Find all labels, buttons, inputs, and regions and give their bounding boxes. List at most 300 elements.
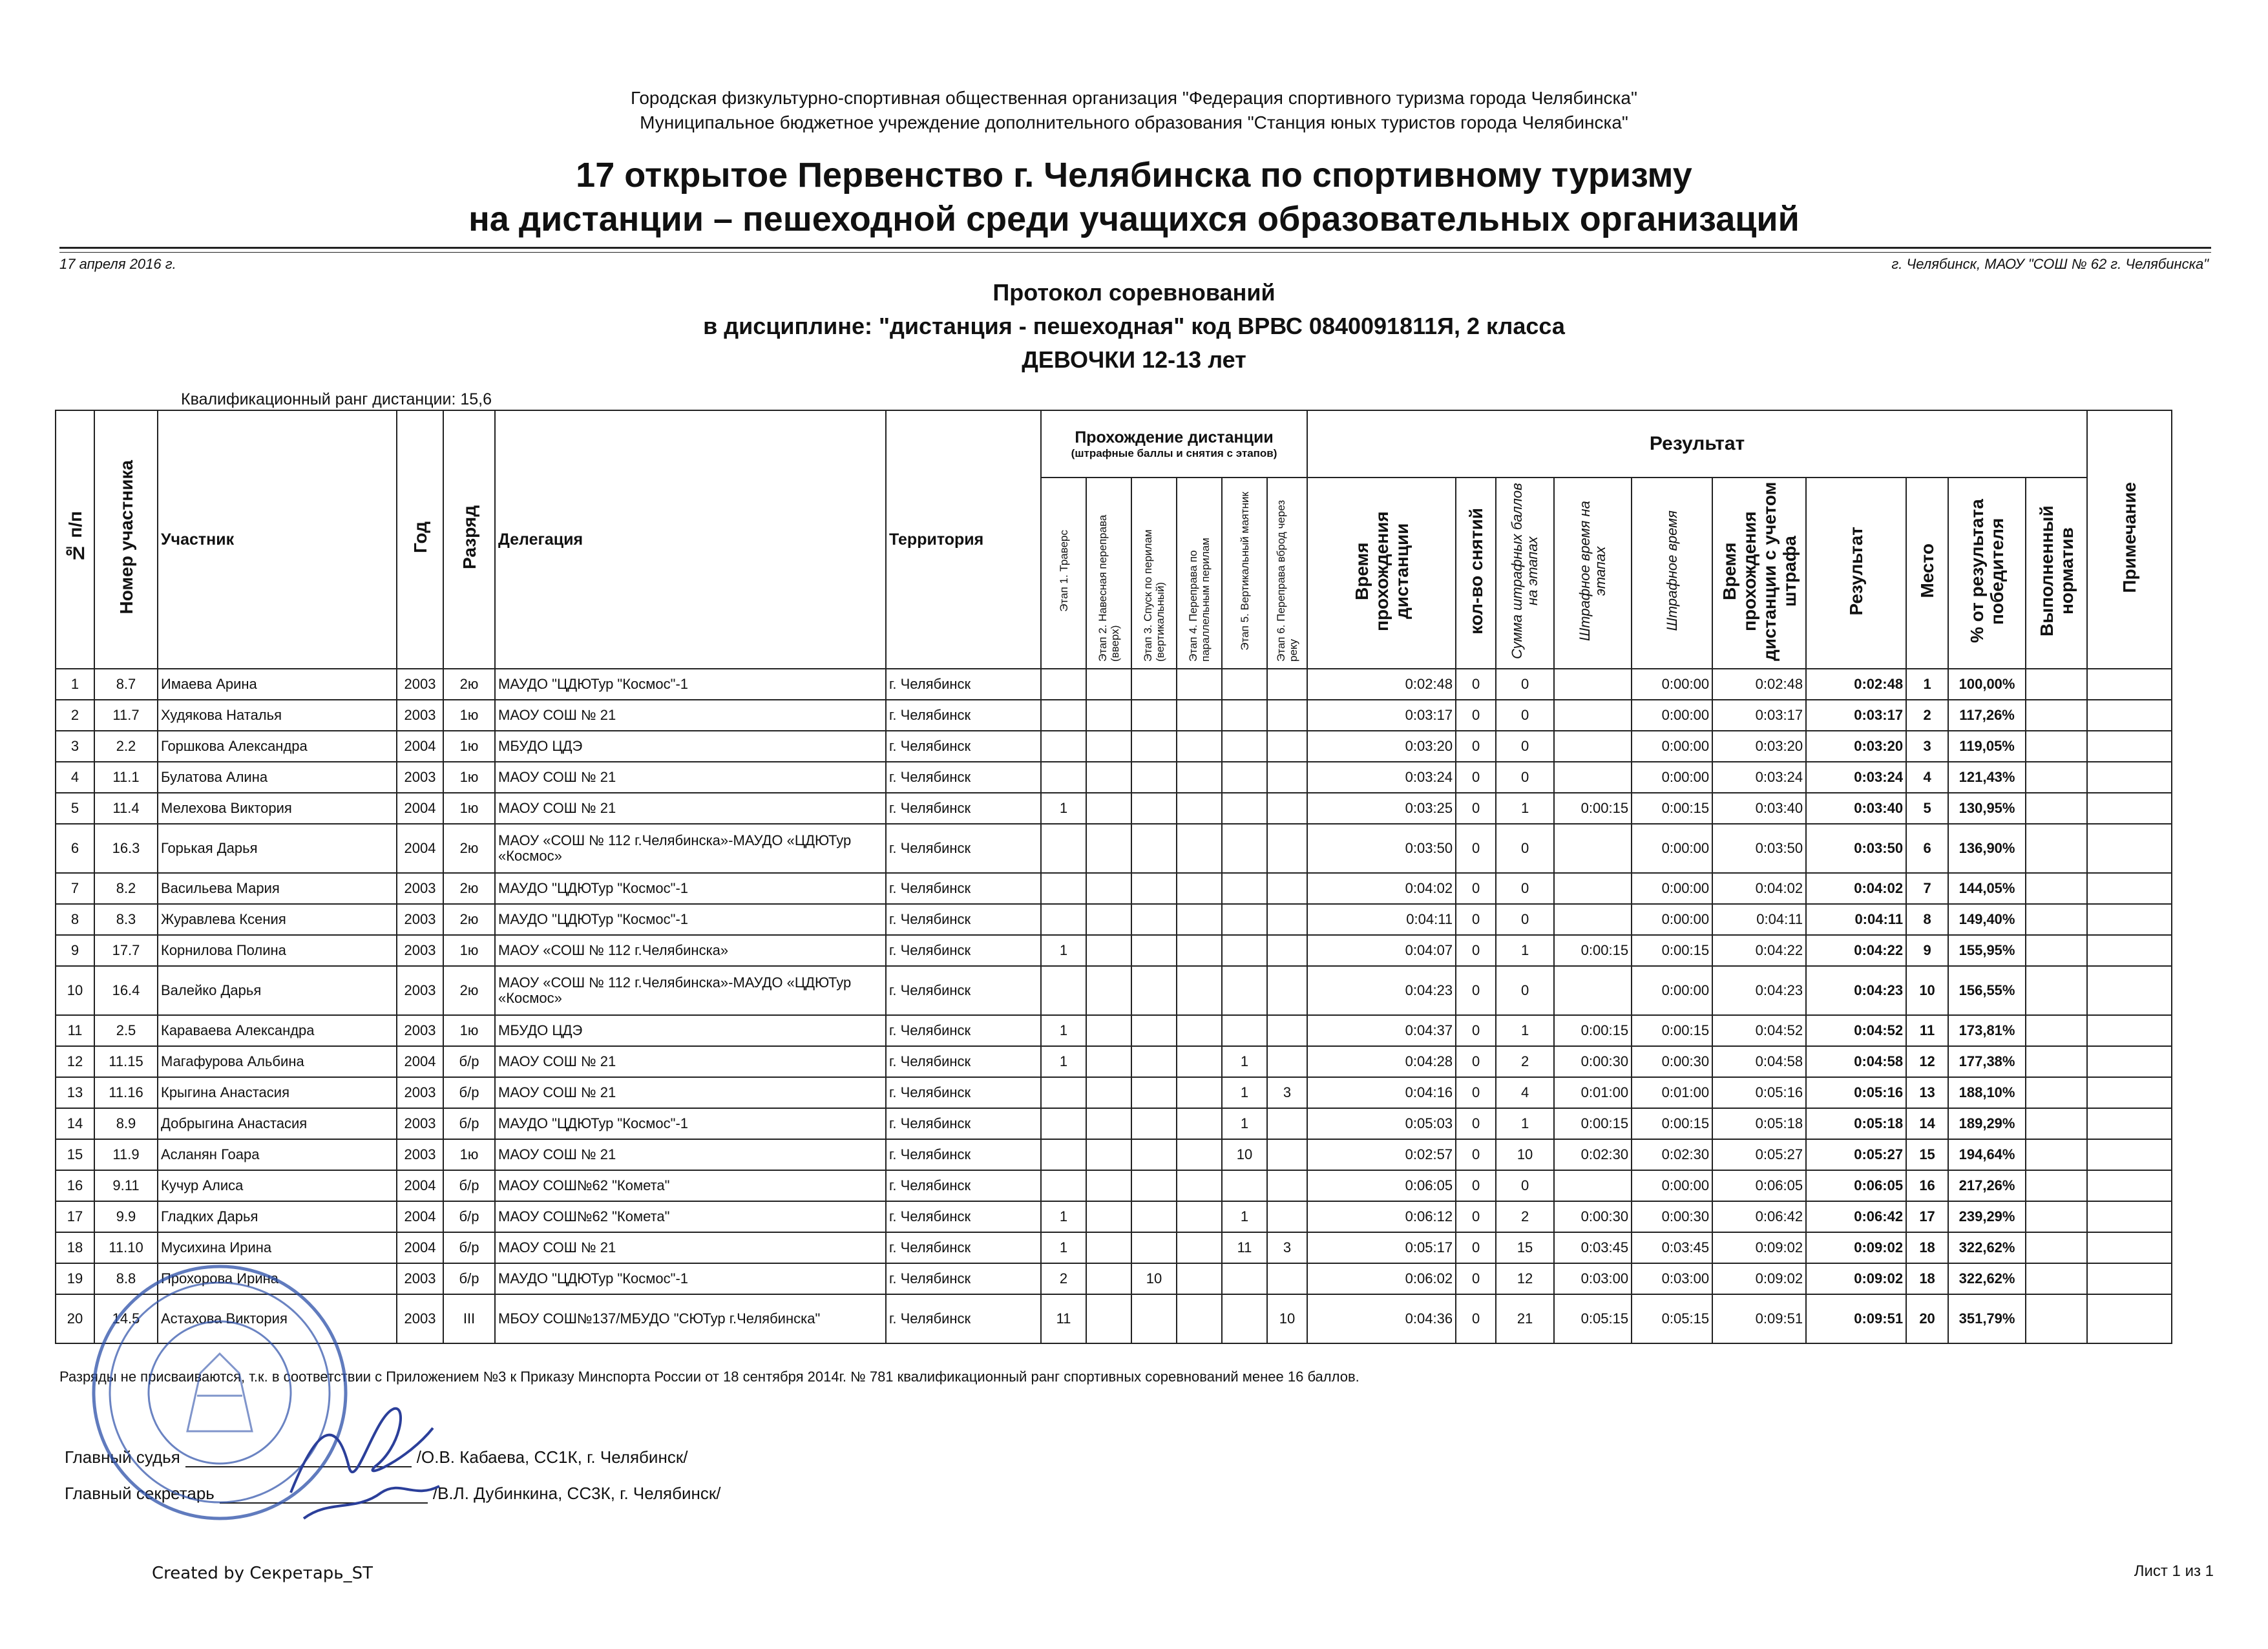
penalty-sum: 0 <box>1496 1170 1554 1201</box>
table-row <box>56 966 2172 1015</box>
removals: 0 <box>1456 873 1496 904</box>
table-row <box>56 873 2172 904</box>
penalty-time-stages: 0:00:30 <box>1554 1201 1632 1232</box>
percent-of-winner: 144,05% <box>1948 873 2026 904</box>
place: 13 <box>1906 1077 1948 1108</box>
penalty-sum: 4 <box>1496 1077 1554 1108</box>
result-time: 0:03:20 <box>1806 731 1906 762</box>
participant-name: Гладких Дарья <box>158 1201 397 1232</box>
percent-of-winner: 119,05% <box>1948 731 2026 762</box>
delegation: МАОУ «СОШ № 112 г.Челябинска» <box>495 935 886 966</box>
row-number: 10 <box>56 966 94 1015</box>
stage-3-penalty <box>1131 1015 1177 1046</box>
sport-grade: 1ю <box>443 731 495 762</box>
org-line-1: Городская физкультурно-спортивная общественная организация "Федерация спортивного туризма города Челябинска" <box>631 88 1637 108</box>
row-number: 5 <box>56 793 94 824</box>
stage-2-penalty <box>1086 1170 1131 1201</box>
stage-1-penalty: 1 <box>1041 1232 1086 1263</box>
penalty-time: 0:00:15 <box>1632 1015 1712 1046</box>
participant-bib: 11.7 <box>94 700 158 731</box>
result-time: 0:06:42 <box>1806 1201 1906 1232</box>
table-row <box>56 1263 2172 1294</box>
delegation: МАОУ СОШ № 21 <box>495 1139 886 1170</box>
result-time: 0:02:48 <box>1806 669 1906 700</box>
stage-2-penalty <box>1086 824 1131 873</box>
col-time: Время прохождения дистанции <box>1307 478 1456 669</box>
penalty-sum: 0 <box>1496 731 1554 762</box>
norm <box>2026 1263 2087 1294</box>
row-number: 2 <box>56 700 94 731</box>
time-with-penalty: 0:03:17 <box>1712 700 1806 731</box>
participant-name: Имаева Арина <box>158 669 397 700</box>
norm <box>2026 1294 2087 1343</box>
stage-1-penalty: 1 <box>1041 935 1086 966</box>
participant-name: Асланян Гоара <box>158 1139 397 1170</box>
col-num: № п/п <box>56 410 94 669</box>
delegation: МБУДО ЦДЭ <box>495 731 886 762</box>
percent-of-winner: 130,95% <box>1948 793 2026 824</box>
sport-grade: б/р <box>443 1077 495 1108</box>
removals: 0 <box>1456 1170 1496 1201</box>
penalty-sum: 12 <box>1496 1263 1554 1294</box>
table-row <box>56 1077 2172 1108</box>
table-row <box>56 1108 2172 1139</box>
penalty-sum: 0 <box>1496 873 1554 904</box>
result-time: 0:05:18 <box>1806 1108 1906 1139</box>
footnote: Разряды не присваиваются, т.к. в соответствии с Приложением №3 к Приказу Минспорта России от 18 сентября 2014г. № 781 квалификационный ранг спортивных соревнований менее 16 баллов. <box>59 1369 1360 1385</box>
distance-time: 0:03:25 <box>1307 793 1456 824</box>
territory: г. Челябинск <box>886 793 1041 824</box>
birth-year: 2003 <box>397 966 443 1015</box>
penalty-sum: 2 <box>1496 1046 1554 1077</box>
penalty-sum: 1 <box>1496 793 1554 824</box>
header-rule-thin <box>59 252 2211 253</box>
place: 18 <box>1906 1263 1948 1294</box>
event-place: г. Челябинск, МАОУ "СОШ № 62 г. Челябинска" <box>1891 256 2209 272</box>
stage-3-penalty <box>1131 700 1177 731</box>
stage-3-penalty <box>1131 731 1177 762</box>
penalty-sum: 1 <box>1496 935 1554 966</box>
sport-grade: б/р <box>443 1108 495 1139</box>
penalty-time: 0:01:00 <box>1632 1077 1712 1108</box>
result-time: 0:06:05 <box>1806 1170 1906 1201</box>
row-number: 7 <box>56 873 94 904</box>
col-stage-3: Этап 3. Спуск по перилам (вертикальный) <box>1131 478 1177 669</box>
stage-1-penalty <box>1041 762 1086 793</box>
penalty-time: 0:00:00 <box>1632 700 1712 731</box>
participant-bib: 16.4 <box>94 966 158 1015</box>
col-result: Результат <box>1806 478 1906 669</box>
col-stage-1: Этап 1. Траверс <box>1041 478 1086 669</box>
stage-4-penalty <box>1177 700 1222 731</box>
birth-year: 2003 <box>397 904 443 935</box>
penalty-time: 0:00:00 <box>1632 669 1712 700</box>
stage-2-penalty <box>1086 762 1131 793</box>
penalty-time: 0:00:00 <box>1632 1170 1712 1201</box>
birth-year: 2003 <box>397 873 443 904</box>
note <box>2087 762 2172 793</box>
sport-grade: III <box>443 1294 495 1343</box>
percent-of-winner: 188,10% <box>1948 1077 2026 1108</box>
participant-name: Астахова Виктория <box>158 1294 397 1343</box>
time-with-penalty: 0:04:11 <box>1712 904 1806 935</box>
birth-year: 2004 <box>397 793 443 824</box>
col-penalty-time: Штрафное время <box>1632 478 1712 669</box>
stage-6-penalty <box>1267 1046 1307 1077</box>
note <box>2087 1201 2172 1232</box>
place: 8 <box>1906 904 1948 935</box>
territory: г. Челябинск <box>886 1170 1041 1201</box>
penalty-sum: 15 <box>1496 1232 1554 1263</box>
stage-5-penalty <box>1222 731 1267 762</box>
time-with-penalty: 0:06:05 <box>1712 1170 1806 1201</box>
participant-bib: 11.4 <box>94 793 158 824</box>
col-result-group: Результат <box>1307 410 2087 478</box>
sport-grade: 1ю <box>443 1139 495 1170</box>
table-row <box>56 1015 2172 1046</box>
removals: 0 <box>1456 1046 1496 1077</box>
stage-3-penalty <box>1131 1108 1177 1139</box>
qualification-rank: Квалификационный ранг дистанции: 15,6 <box>181 390 492 408</box>
col-stage-5: Этап 5. Вертикальный маятник <box>1222 478 1267 669</box>
place: 17 <box>1906 1201 1948 1232</box>
place: 7 <box>1906 873 1948 904</box>
birth-year: 2004 <box>397 731 443 762</box>
norm <box>2026 793 2087 824</box>
sport-grade: 2ю <box>443 873 495 904</box>
stage-3-penalty <box>1131 1294 1177 1343</box>
stage-2-penalty <box>1086 1201 1131 1232</box>
penalty-time: 0:00:00 <box>1632 966 1712 1015</box>
penalty-time: 0:00:00 <box>1632 904 1712 935</box>
removals: 0 <box>1456 935 1496 966</box>
penalty-sum: 10 <box>1496 1139 1554 1170</box>
note <box>2087 1139 2172 1170</box>
note <box>2087 1232 2172 1263</box>
percent-of-winner: 173,81% <box>1948 1015 2026 1046</box>
penalty-time-stages: 0:01:00 <box>1554 1077 1632 1108</box>
penalty-time: 0:00:15 <box>1632 1108 1712 1139</box>
row-number: 3 <box>56 731 94 762</box>
distance-time: 0:04:11 <box>1307 904 1456 935</box>
penalty-sum: 0 <box>1496 669 1554 700</box>
percent-of-winner: 194,64% <box>1948 1139 2026 1170</box>
sport-grade: 1ю <box>443 935 495 966</box>
birth-year: 2003 <box>397 1077 443 1108</box>
participant-bib: 8.7 <box>94 669 158 700</box>
handwritten-signature <box>278 1389 446 1538</box>
row-number: 4 <box>56 762 94 793</box>
stage-5-penalty <box>1222 966 1267 1015</box>
participant-name: Валейко Дарья <box>158 966 397 1015</box>
penalty-time-stages: 0:00:30 <box>1554 1046 1632 1077</box>
stage-3-penalty <box>1131 762 1177 793</box>
stage-5-penalty <box>1222 904 1267 935</box>
stage-5-penalty: 1 <box>1222 1046 1267 1077</box>
percent-of-winner: 136,90% <box>1948 824 2026 873</box>
distance-time: 0:04:23 <box>1307 966 1456 1015</box>
removals: 0 <box>1456 1201 1496 1232</box>
col-removals: кол-во снятий <box>1456 478 1496 669</box>
stage-5-penalty <box>1222 669 1267 700</box>
note <box>2087 700 2172 731</box>
table-row <box>56 904 2172 935</box>
place: 11 <box>1906 1015 1948 1046</box>
birth-year: 2003 <box>397 700 443 731</box>
removals: 0 <box>1456 824 1496 873</box>
penalty-time-stages <box>1554 904 1632 935</box>
result-time: 0:05:27 <box>1806 1139 1906 1170</box>
norm <box>2026 669 2087 700</box>
penalty-time: 0:00:00 <box>1632 762 1712 793</box>
stage-2-penalty <box>1086 904 1131 935</box>
penalty-time-stages <box>1554 700 1632 731</box>
delegation: МАУДО "ЦДЮТур "Космос"-1 <box>495 669 886 700</box>
place: 15 <box>1906 1139 1948 1170</box>
time-with-penalty: 0:09:02 <box>1712 1232 1806 1263</box>
penalty-sum: 0 <box>1496 966 1554 1015</box>
col-participant: Участник <box>158 410 397 669</box>
result-time: 0:04:02 <box>1806 873 1906 904</box>
result-time: 0:03:24 <box>1806 762 1906 793</box>
territory: г. Челябинск <box>886 1201 1041 1232</box>
stage-4-penalty <box>1177 966 1222 1015</box>
participant-name: Кучур Алиса <box>158 1170 397 1201</box>
participant-name: Прохорова Ирина <box>158 1263 397 1294</box>
place: 10 <box>1906 966 1948 1015</box>
created-by: Created by Секретарь_ST <box>152 1564 373 1583</box>
row-number: 16 <box>56 1170 94 1201</box>
result-time: 0:04:23 <box>1806 966 1906 1015</box>
stage-2-penalty <box>1086 966 1131 1015</box>
place: 16 <box>1906 1170 1948 1201</box>
chief-judge-name: /О.В. Кабаева, СС1К, г. Челябинск/ <box>416 1447 688 1467</box>
row-number: 13 <box>56 1077 94 1108</box>
sport-grade: 2ю <box>443 824 495 873</box>
stage-3-penalty <box>1131 904 1177 935</box>
territory: г. Челябинск <box>886 700 1041 731</box>
stage-4-penalty <box>1177 1108 1222 1139</box>
col-percent: % от результата победителя <box>1948 478 2026 669</box>
distance-time: 0:04:37 <box>1307 1015 1456 1046</box>
stage-3-penalty <box>1131 793 1177 824</box>
stage-5-penalty <box>1222 1170 1267 1201</box>
removals: 0 <box>1456 762 1496 793</box>
birth-year: 2004 <box>397 824 443 873</box>
percent-of-winner: 322,62% <box>1948 1232 2026 1263</box>
place: 20 <box>1906 1294 1948 1343</box>
col-norm: Выполненный норматив <box>2026 478 2087 669</box>
birth-year: 2003 <box>397 669 443 700</box>
territory: г. Челябинск <box>886 824 1041 873</box>
time-with-penalty: 0:04:02 <box>1712 873 1806 904</box>
stage-2-penalty <box>1086 873 1131 904</box>
result-time: 0:03:40 <box>1806 793 1906 824</box>
penalty-sum: 21 <box>1496 1294 1554 1343</box>
discipline-line: в дисциплине: "дистанция - пешеходная" код ВРВС 0840091811Я, 2 класса <box>703 313 1565 339</box>
note <box>2087 1046 2172 1077</box>
removals: 0 <box>1456 1077 1496 1108</box>
stage-3-penalty: 10 <box>1131 1263 1177 1294</box>
participant-bib: 2.2 <box>94 731 158 762</box>
stage-6-penalty <box>1267 935 1307 966</box>
table-row <box>56 935 2172 966</box>
place: 3 <box>1906 731 1948 762</box>
delegation: МАОУ СОШ № 21 <box>495 793 886 824</box>
distance-time: 0:02:57 <box>1307 1139 1456 1170</box>
birth-year: 2003 <box>397 1294 443 1343</box>
col-grade: Разряд <box>443 410 495 669</box>
participant-bib: 2.5 <box>94 1015 158 1046</box>
result-time: 0:09:02 <box>1806 1232 1906 1263</box>
stage-6-penalty <box>1267 824 1307 873</box>
col-stage-2: Этап 2. Навесная переправа (вверх) <box>1086 478 1131 669</box>
norm <box>2026 873 2087 904</box>
sport-grade: 1ю <box>443 1015 495 1046</box>
row-number: 14 <box>56 1108 94 1139</box>
place: 2 <box>1906 700 1948 731</box>
stage-2-penalty <box>1086 1294 1131 1343</box>
penalty-time: 0:00:00 <box>1632 824 1712 873</box>
norm <box>2026 1077 2087 1108</box>
time-with-penalty: 0:03:50 <box>1712 824 1806 873</box>
time-with-penalty: 0:03:40 <box>1712 793 1806 824</box>
removals: 0 <box>1456 1294 1496 1343</box>
stage-2-penalty <box>1086 1077 1131 1108</box>
penalty-time-stages: 0:03:45 <box>1554 1232 1632 1263</box>
stage-1-penalty: 1 <box>1041 1201 1086 1232</box>
stage-6-penalty <box>1267 1170 1307 1201</box>
table-row <box>56 824 2172 873</box>
row-number: 20 <box>56 1294 94 1343</box>
birth-year: 2003 <box>397 935 443 966</box>
participant-bib: 14.5 <box>94 1294 158 1343</box>
header-rule <box>59 247 2211 249</box>
delegation: МАУДО "ЦДЮТур "Космос"-1 <box>495 1263 886 1294</box>
norm <box>2026 762 2087 793</box>
norm <box>2026 1139 2087 1170</box>
table-row <box>56 793 2172 824</box>
birth-year: 2003 <box>397 1263 443 1294</box>
norm <box>2026 1201 2087 1232</box>
birth-year: 2004 <box>397 1046 443 1077</box>
removals: 0 <box>1456 1015 1496 1046</box>
stage-5-penalty <box>1222 1294 1267 1343</box>
time-with-penalty: 0:03:24 <box>1712 762 1806 793</box>
percent-of-winner: 239,29% <box>1948 1201 2026 1232</box>
participant-bib: 9.9 <box>94 1201 158 1232</box>
row-number: 6 <box>56 824 94 873</box>
stage-2-penalty <box>1086 1232 1131 1263</box>
delegation: МБОУ СОШ№137/МБУДО "СЮТур г.Челябинска" <box>495 1294 886 1343</box>
removals: 0 <box>1456 966 1496 1015</box>
birth-year: 2003 <box>397 1015 443 1046</box>
stage-2-penalty <box>1086 1139 1131 1170</box>
norm <box>2026 824 2087 873</box>
penalty-time: 0:00:15 <box>1632 793 1712 824</box>
stage-1-penalty <box>1041 700 1086 731</box>
stage-4-penalty <box>1177 1139 1222 1170</box>
participant-name: Добрыгина Анастасия <box>158 1108 397 1139</box>
distance-time: 0:03:20 <box>1307 731 1456 762</box>
birth-year: 2003 <box>397 762 443 793</box>
participant-name: Крыгина Анастасия <box>158 1077 397 1108</box>
stage-1-penalty <box>1041 1108 1086 1139</box>
stage-6-penalty <box>1267 669 1307 700</box>
stage-1-penalty: 11 <box>1041 1294 1086 1343</box>
distance-time: 0:06:05 <box>1307 1170 1456 1201</box>
distance-time: 0:06:02 <box>1307 1263 1456 1294</box>
row-number: 17 <box>56 1201 94 1232</box>
territory: г. Челябинск <box>886 1108 1041 1139</box>
territory: г. Челябинск <box>886 935 1041 966</box>
penalty-time: 0:00:30 <box>1632 1046 1712 1077</box>
delegation: МАОУ «СОШ № 112 г.Челябинска»-МАУДО «ЦДЮТур «Космос» <box>495 824 886 873</box>
delegation: МАУДО "ЦДЮТур "Космос"-1 <box>495 904 886 935</box>
stage-5-penalty: 1 <box>1222 1201 1267 1232</box>
participant-name: Мусихина Ирина <box>158 1232 397 1263</box>
row-number: 12 <box>56 1046 94 1077</box>
delegation: МАУДО "ЦДЮТур "Космос"-1 <box>495 1108 886 1139</box>
sport-grade: б/р <box>443 1201 495 1232</box>
note <box>2087 1077 2172 1108</box>
penalty-time: 0:05:15 <box>1632 1294 1712 1343</box>
norm <box>2026 1170 2087 1201</box>
col-delegation: Делегация <box>495 410 886 669</box>
table-row <box>56 1046 2172 1077</box>
stage-4-penalty <box>1177 1170 1222 1201</box>
removals: 0 <box>1456 700 1496 731</box>
participant-bib: 11.10 <box>94 1232 158 1263</box>
penalty-sum: 0 <box>1496 762 1554 793</box>
stage-6-penalty <box>1267 1015 1307 1046</box>
stage-5-penalty <box>1222 1263 1267 1294</box>
chief-secretary-label: Главный секретарь <box>65 1484 215 1503</box>
result-time: 0:03:17 <box>1806 700 1906 731</box>
penalty-sum: 0 <box>1496 700 1554 731</box>
penalty-sum: 1 <box>1496 1108 1554 1139</box>
stage-2-penalty <box>1086 1263 1131 1294</box>
penalty-time: 0:02:30 <box>1632 1139 1712 1170</box>
norm <box>2026 700 2087 731</box>
time-with-penalty: 0:05:27 <box>1712 1139 1806 1170</box>
delegation: МБУДО ЦДЭ <box>495 1015 886 1046</box>
distance-time: 0:04:28 <box>1307 1046 1456 1077</box>
participant-name: Мелехова Виктория <box>158 793 397 824</box>
removals: 0 <box>1456 1263 1496 1294</box>
percent-of-winner: 117,26% <box>1948 700 2026 731</box>
table-row <box>56 1232 2172 1263</box>
territory: г. Челябинск <box>886 762 1041 793</box>
passage-title: Прохождение дистанции <box>1075 428 1274 446</box>
birth-year: 2004 <box>397 1232 443 1263</box>
penalty-time: 0:03:45 <box>1632 1232 1712 1263</box>
removals: 0 <box>1456 1139 1496 1170</box>
participant-name: Худякова Наталья <box>158 700 397 731</box>
norm <box>2026 1232 2087 1263</box>
place: 18 <box>1906 1232 1948 1263</box>
territory: г. Челябинск <box>886 669 1041 700</box>
removals: 0 <box>1456 793 1496 824</box>
place: 1 <box>1906 669 1948 700</box>
penalty-time-stages <box>1554 669 1632 700</box>
stage-6-penalty <box>1267 904 1307 935</box>
stage-2-penalty <box>1086 1046 1131 1077</box>
participant-name: Корнилова Полина <box>158 935 397 966</box>
removals: 0 <box>1456 1108 1496 1139</box>
note <box>2087 935 2172 966</box>
results-table <box>55 410 2172 1344</box>
